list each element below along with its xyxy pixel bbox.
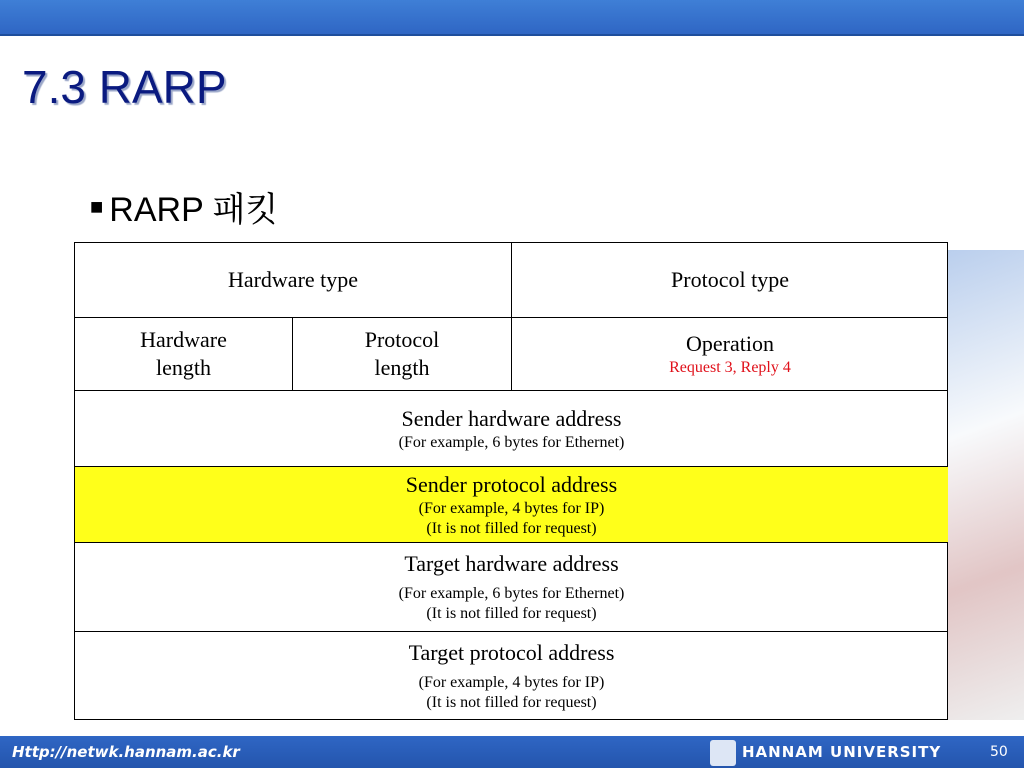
field-note: (For example, 6 bytes for Ethernet) bbox=[398, 433, 625, 451]
field-note: (For example, 6 bytes for Ethernet) bbox=[398, 585, 625, 602]
rarp-packet-diagram bbox=[74, 242, 948, 720]
field-note: (It is not filled for request) bbox=[426, 519, 597, 537]
field-sender-hardware-address bbox=[75, 391, 948, 467]
footer-url-link[interactable]: Http://netwk.hannam.ac.kr bbox=[12, 743, 240, 761]
slide-title: 7.3 RARP bbox=[22, 61, 227, 113]
field-target-hardware-address bbox=[75, 543, 948, 632]
field-label: Protocol type bbox=[671, 267, 789, 292]
top-bar bbox=[0, 0, 1024, 36]
bullet-square-icon: ■ bbox=[90, 193, 104, 219]
field-label: Sender hardware address bbox=[401, 405, 622, 431]
field-target-protocol-address bbox=[75, 632, 948, 719]
university-logo-icon bbox=[710, 740, 736, 766]
field-protocol-length bbox=[293, 318, 512, 391]
field-operation bbox=[512, 318, 948, 391]
field-label: Target protocol address bbox=[408, 639, 615, 665]
bullet-text: RARP 패킷 bbox=[109, 191, 279, 229]
field-note: (It is not filled for request) bbox=[426, 693, 597, 711]
field-label: Operation bbox=[686, 331, 774, 356]
university-name: HANNAM UNIVERSITY bbox=[742, 743, 942, 761]
field-label-line: Protocol bbox=[364, 327, 440, 352]
field-label-line: Hardware bbox=[140, 327, 227, 352]
field-sender-protocol-address bbox=[75, 467, 948, 543]
field-hardware-length bbox=[75, 318, 293, 391]
field-note: (For example, 4 bytes for IP) bbox=[418, 499, 605, 517]
field-label-line: length bbox=[374, 355, 430, 380]
field-note: (It is not filled for request) bbox=[426, 605, 597, 622]
field-protocol-type bbox=[512, 243, 948, 318]
field-note: (For example, 4 bytes for IP) bbox=[418, 673, 605, 691]
page-number: 50 bbox=[990, 744, 1008, 760]
operation-note: Request 3, Reply 4 bbox=[669, 359, 791, 376]
field-label: Sender protocol address bbox=[405, 471, 618, 497]
field-hardware-type bbox=[75, 243, 512, 318]
field-label: Hardware type bbox=[227, 267, 359, 292]
field-label-line: length bbox=[156, 355, 211, 380]
footer-bar bbox=[0, 736, 1024, 768]
field-label: Target hardware address bbox=[404, 551, 619, 576]
bullet-heading bbox=[90, 182, 278, 231]
